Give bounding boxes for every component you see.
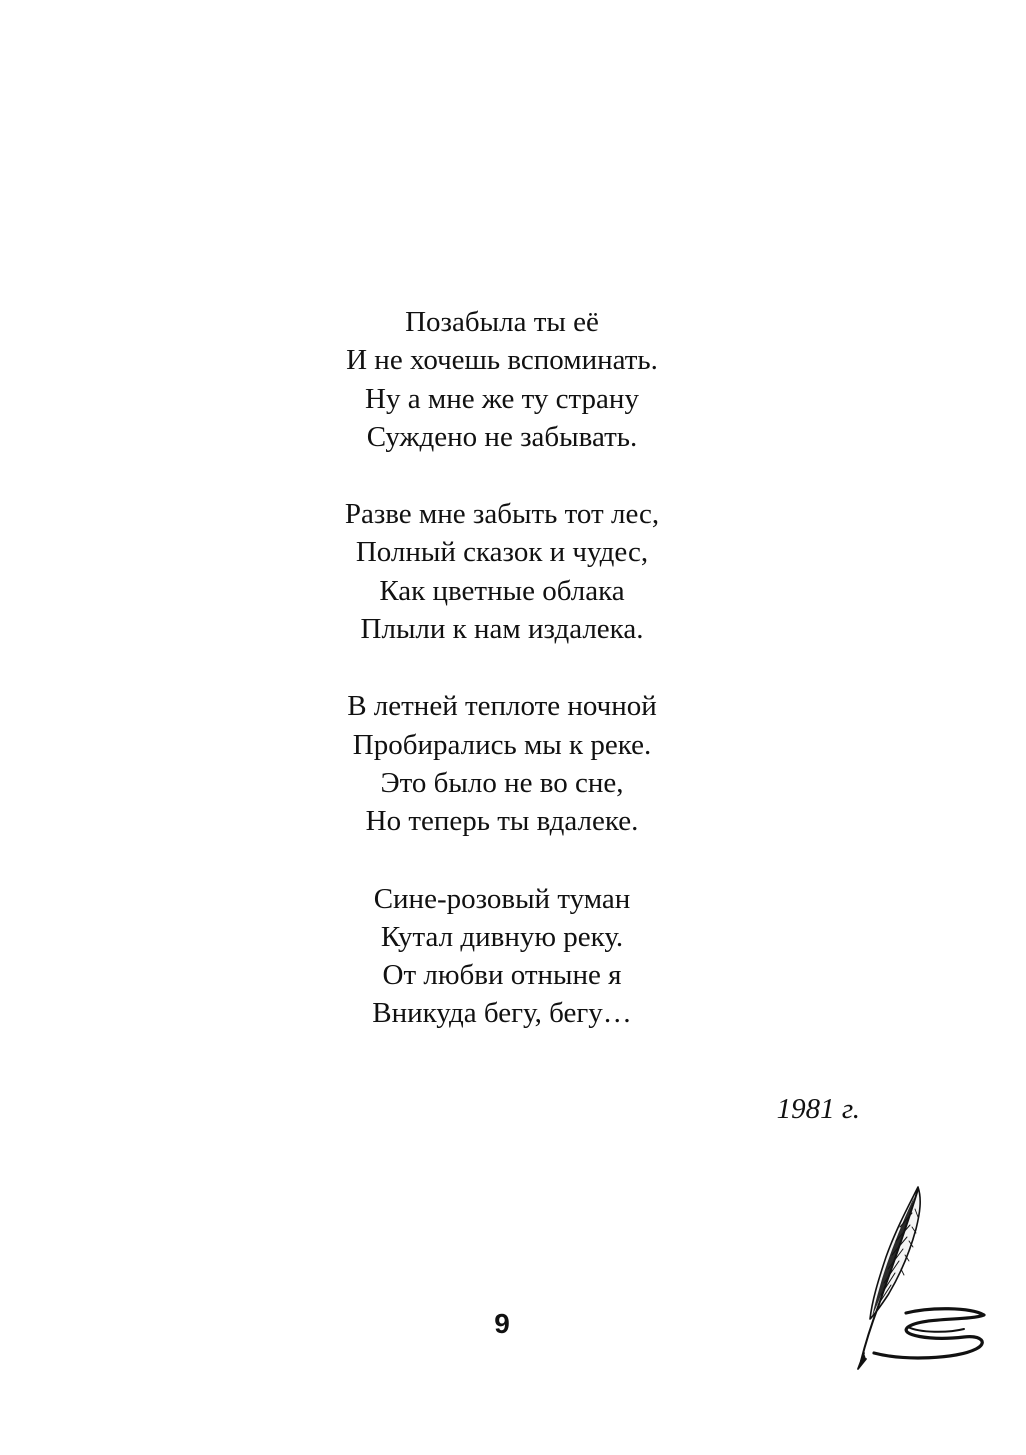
poem-line: Ну а мне же ту страну — [365, 382, 639, 415]
poem-line: Но теперь ты вдалеке. — [365, 805, 639, 838]
poem-line: Кутал дивную реку. — [380, 920, 624, 953]
poem-line: Суждено не забывать. — [366, 420, 638, 453]
quill-pen-icon — [852, 1183, 992, 1383]
page-number: 9 — [494, 1308, 510, 1339]
stanza-2 — [0, 495, 1004, 648]
poem-date: 1981 г. — [776, 1093, 860, 1125]
poem-line: Пробирались мы к реке. — [352, 728, 652, 761]
stanza-1 — [0, 303, 1004, 456]
poem-line: В летней теплоте ночной — [347, 690, 657, 723]
poem-line: Позабыла ты её — [405, 306, 599, 338]
poem-line: Это было не во сне, — [380, 766, 624, 799]
poem-line: Сине-розовый туман — [373, 882, 631, 915]
poem — [0, 303, 1004, 1072]
poem-line: От любви отныне я — [382, 959, 622, 992]
poem-line: Плыли к нам издалека. — [360, 613, 644, 646]
poem-line: Как цветные облака — [379, 574, 625, 607]
poem-line: Разве мне забыть тот лес, — [344, 498, 660, 531]
stanza-3 — [0, 687, 1004, 840]
poem-line: И не хочешь вспоминать. — [346, 344, 658, 377]
stanza-4 — [0, 880, 1004, 1033]
poem-line: Полный сказок и чудес, — [355, 536, 649, 569]
poem-line: Вникуда бегу, бегу… — [372, 997, 632, 1030]
